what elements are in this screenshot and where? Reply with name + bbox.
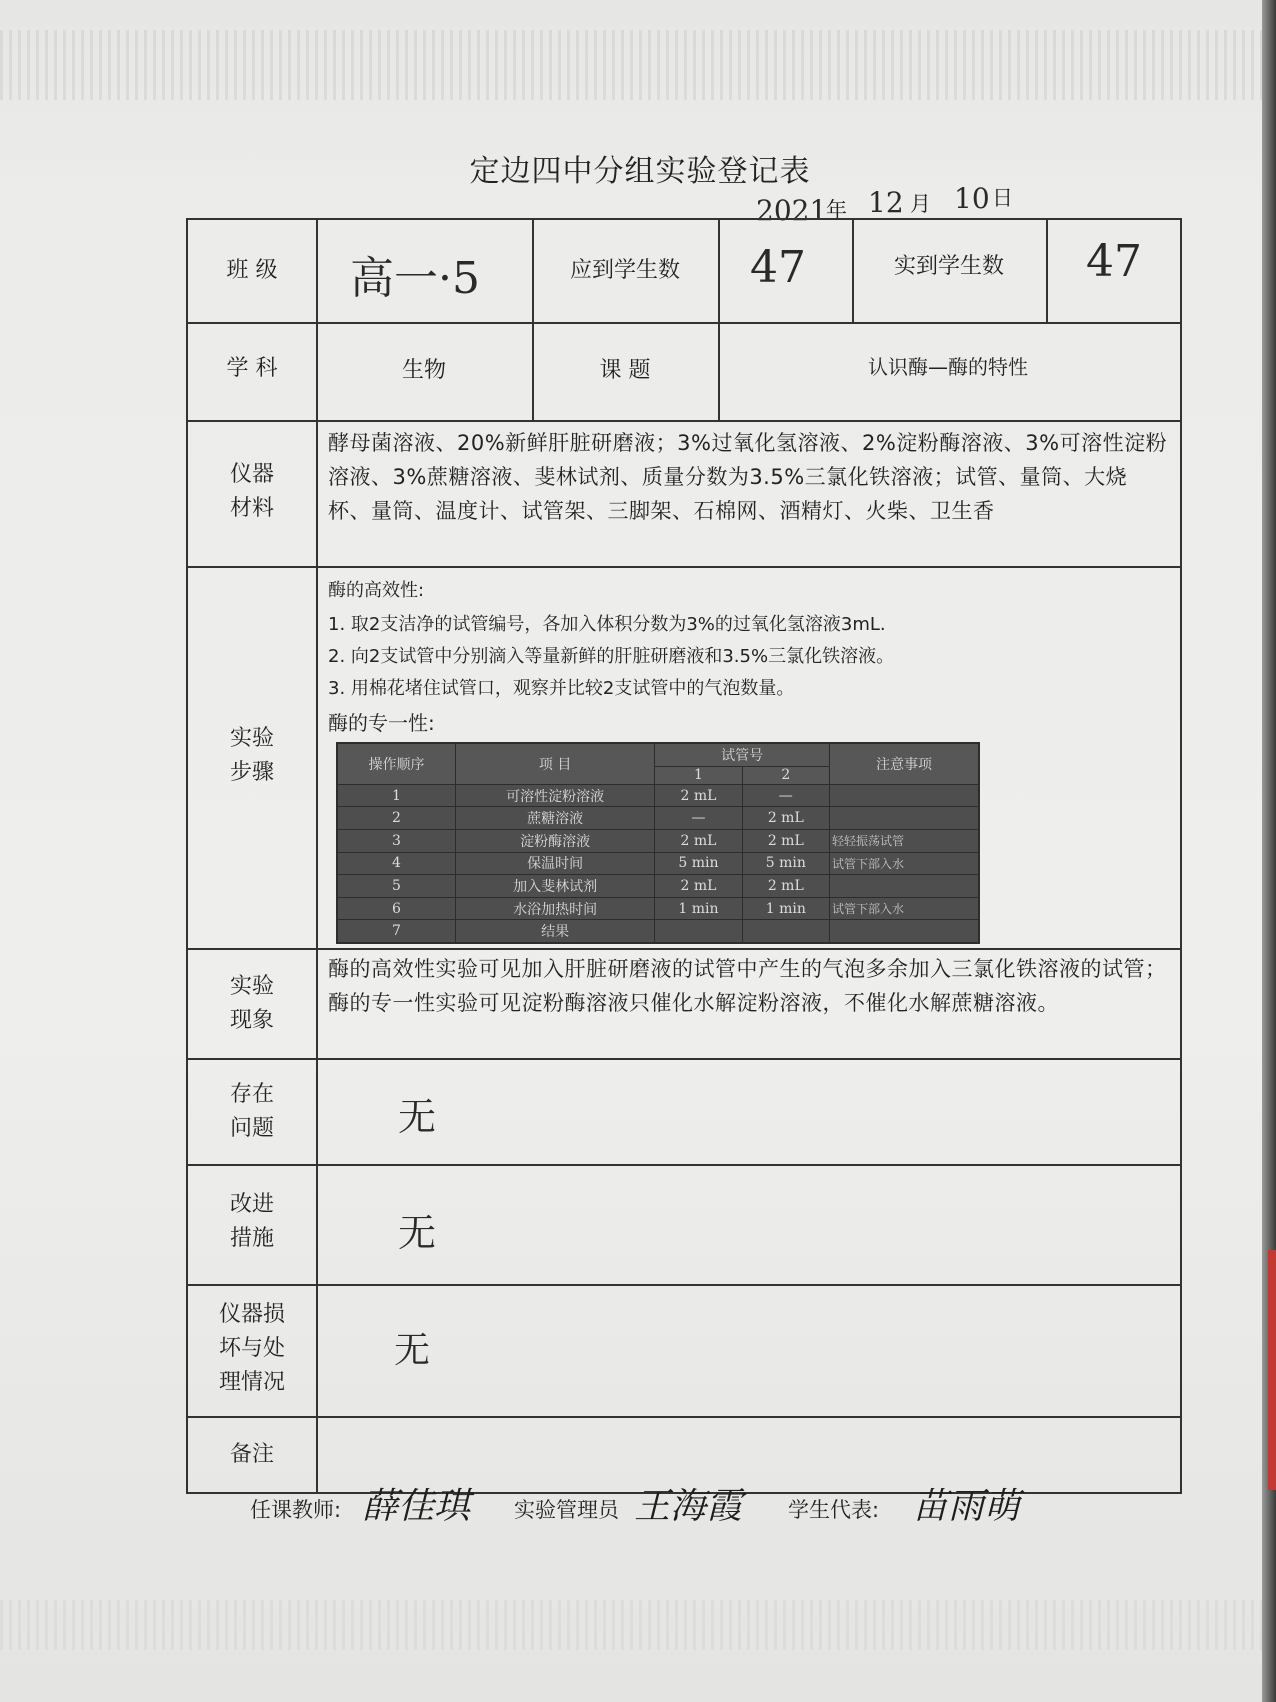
table-row: [338, 784, 979, 807]
teacher-signature: 薛佳琪: [362, 1486, 471, 1527]
cell-tube-2: [742, 920, 829, 943]
date-year-label: 年: [826, 198, 847, 222]
phenomena-label-line2: 现象: [229, 1008, 274, 1033]
step-item-3: 3. 用棉花堵住试管口，观察并比较2支试管中的气泡数量。: [328, 678, 795, 699]
expected-students-value: 47: [750, 242, 806, 293]
damage-label-line3: 理情况: [218, 1370, 285, 1395]
cell-order: 3: [338, 830, 456, 853]
column-divider: [718, 220, 720, 420]
steps-label-line2: 步骤: [229, 760, 274, 785]
teacher-label: 任课教师:: [250, 1498, 342, 1522]
materials-label-line1: 仪器: [229, 462, 274, 487]
cell-tube-2: —: [742, 784, 829, 807]
row-divider: [188, 948, 1180, 950]
cell-item: 淀粉酶溶液: [456, 830, 655, 853]
step-item-1: 1. 取2支洁净的试管编号，各加入体积分数为3%的过氧化氢溶液3mL.: [328, 614, 886, 635]
date-day-label: 日: [992, 186, 1013, 210]
date-month: 12: [868, 186, 904, 219]
cell-order: 7: [338, 920, 456, 943]
class-value: 高一·5: [350, 253, 480, 304]
row-divider: [188, 1416, 1180, 1418]
cell-item: 可溶性淀粉溶液: [456, 784, 655, 807]
cell-tube-2: 5 min: [742, 852, 829, 875]
cell-tube-1: [655, 920, 742, 943]
damage-label-line1: 仪器损: [218, 1302, 285, 1327]
header-tube-2: 2: [742, 766, 829, 784]
specificity-table-image: [336, 742, 980, 944]
cell-order: 6: [338, 897, 456, 920]
expected-students-label: 应到学生数: [569, 258, 680, 283]
column-divider: [532, 220, 534, 420]
date-day: 10: [954, 182, 990, 215]
cell-note: [829, 875, 978, 898]
phenomena-label: [188, 970, 316, 1038]
admin-signature: 王海霞: [634, 1486, 743, 1527]
improvements-label: [188, 1188, 316, 1256]
cell-item: 保温时间: [456, 852, 655, 875]
improvements-label-line2: 措施: [229, 1226, 274, 1251]
student-signature: 苗雨萌: [912, 1486, 1021, 1527]
header-order: 操作顺序: [338, 744, 456, 785]
problems-label-line2: 问题: [229, 1116, 274, 1141]
header-tube-no: 试管号: [655, 744, 830, 767]
high-efficiency-title: 酶的高效性:: [328, 580, 425, 601]
row-divider: [188, 1284, 1180, 1286]
damage-value: 无: [394, 1330, 431, 1371]
scan-artifact-bottom: [0, 1600, 1262, 1650]
improvements-value: 无: [398, 1211, 437, 1255]
damage-label: [188, 1298, 316, 1400]
label-column-divider: [316, 220, 318, 1492]
row-divider: [188, 566, 1180, 568]
table-row: [338, 897, 979, 920]
admin-label: 实验管理员: [514, 1498, 619, 1522]
topic-value: 认识酶—酶的特性: [868, 355, 1028, 379]
actual-students-value: 47: [1086, 236, 1142, 287]
header-notes: 注意事项: [829, 744, 978, 785]
student-label: 学生代表:: [788, 1498, 880, 1522]
cell-tube-2: 2 mL: [742, 830, 829, 853]
row-divider: [188, 1058, 1180, 1060]
damage-label-line2: 坏与处: [218, 1336, 285, 1361]
cell-tube-1: 1 min: [655, 897, 742, 920]
phenomena-text: 酶的高效性实验可见加入肝脏研磨液的试管中产生的气泡多余加入三氯化铁溶液的试管；酶的专一性实验可见淀粉酶溶液只催化水解淀粉溶液，不催化水解蔗糖溶液。: [328, 957, 1167, 1015]
scan-artifact-top: [0, 30, 1262, 100]
problems-value: 无: [398, 1095, 437, 1139]
cell-note: 试管下部入水: [829, 897, 978, 920]
cell-item: 水浴加热时间: [456, 897, 655, 920]
cell-item: 结果: [456, 920, 655, 943]
date-year: 2021: [756, 194, 828, 227]
cell-tube-1: —: [655, 807, 742, 830]
subject-label: 学 科: [226, 356, 278, 381]
row-divider: [188, 322, 1180, 324]
actual-students-label: 实到学生数: [893, 254, 1004, 279]
cell-tube-2: 2 mL: [742, 807, 829, 830]
cell-tube-1: 5 min: [655, 852, 742, 875]
steps-label: [188, 722, 316, 790]
cell-order: 5: [338, 875, 456, 898]
header-tube-1: 1: [655, 766, 742, 784]
cell-tube-1: 2 mL: [655, 875, 742, 898]
date-month-label: 月: [910, 192, 931, 216]
cell-note: [829, 920, 978, 943]
table-row: [338, 852, 979, 875]
cell-note: [829, 807, 978, 830]
cell-tube-1: 2 mL: [655, 830, 742, 853]
materials-label: [188, 458, 316, 526]
topic-label: 课 题: [599, 358, 651, 383]
row-divider: [188, 1164, 1180, 1166]
improvements-label-line1: 改进: [229, 1192, 274, 1217]
cell-tube-2: 1 min: [742, 897, 829, 920]
cell-tube-1: 2 mL: [655, 784, 742, 807]
table-row: [338, 830, 979, 853]
subject-value: 生物: [401, 358, 446, 383]
cell-item: 加入斐林试剂: [456, 875, 655, 898]
header-item: 项 目: [456, 744, 655, 785]
cell-item: 蔗糖溶液: [456, 807, 655, 830]
cell-note: 轻轻振荡试管: [829, 830, 978, 853]
specificity-table: [337, 743, 979, 943]
cell-order: 2: [338, 807, 456, 830]
cell-note: 试管下部入水: [829, 852, 978, 875]
steps-label-line1: 实验: [229, 726, 274, 751]
problems-label-line1: 存在: [229, 1082, 274, 1107]
column-divider: [1046, 220, 1048, 322]
cell-order: 4: [338, 852, 456, 875]
table-row: [338, 807, 979, 830]
registration-form: [186, 218, 1182, 1494]
remarks-label: 备注: [229, 1442, 274, 1467]
cell-note: [829, 784, 978, 807]
table-row: [338, 875, 979, 898]
problems-label: [188, 1078, 316, 1146]
red-cover-edge: [1268, 1250, 1276, 1490]
cell-order: 1: [338, 784, 456, 807]
materials-text: 酵母菌溶液、20%新鲜肝脏研磨液；3%过氧化氢溶液、2%淀粉酶溶液、3%可溶性淀粉溶液、3%蔗糖溶液、斐林试剂、质量分数为3.5%三氯化铁溶液；试管、量筒、大烧杯、量筒、温度计、试管架、三脚架、石棉网、酒精灯、火柴、卫生香: [328, 431, 1168, 523]
specificity-title: 酶的专一性:: [328, 711, 435, 735]
phenomena-label-line1: 实验: [229, 974, 274, 999]
step-item-2: 2. 向2支试管中分别滴入等量新鲜的肝脏研磨液和3.5%三氯化铁溶液。: [328, 646, 895, 667]
table-row: [338, 920, 979, 943]
page-title: 定边四中分组实验登记表: [469, 154, 811, 189]
cell-tube-2: 2 mL: [742, 875, 829, 898]
class-label: 班 级: [226, 258, 278, 283]
materials-label-line2: 材料: [229, 496, 274, 521]
row-divider: [188, 420, 1180, 422]
